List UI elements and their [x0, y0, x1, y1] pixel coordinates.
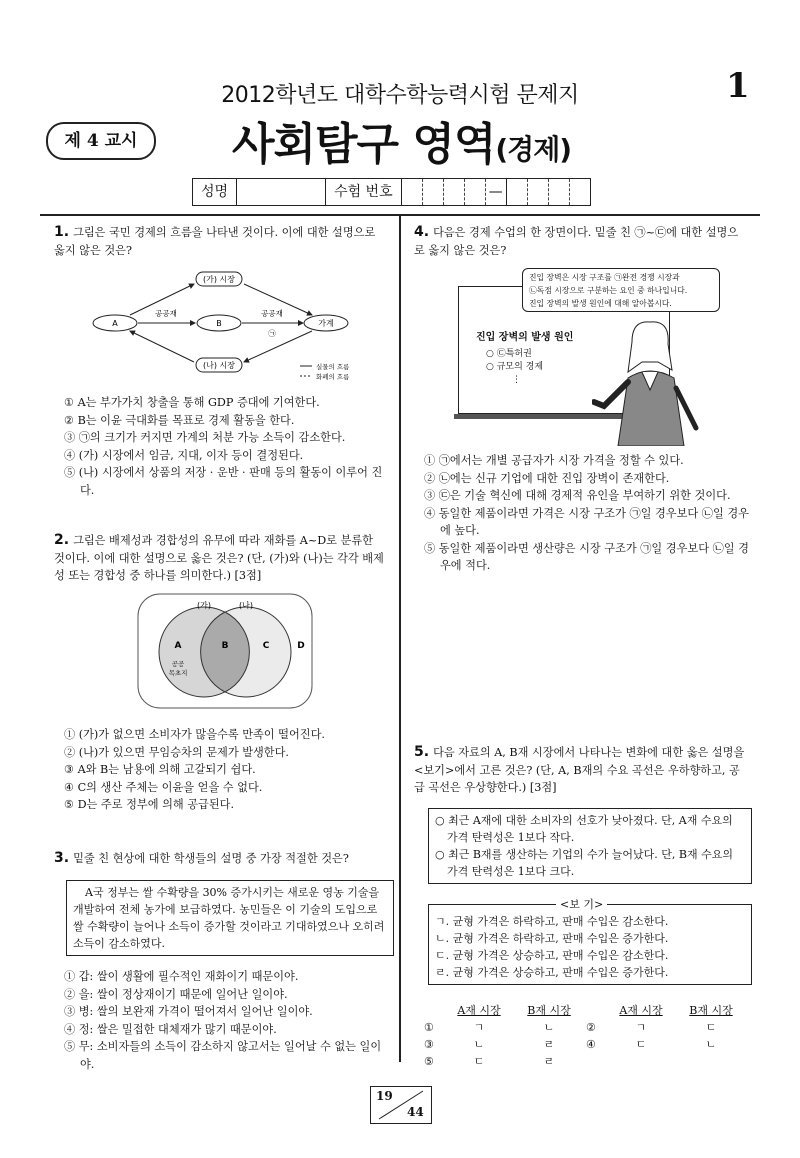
page-counter: [370, 1086, 432, 1124]
node-a-label: A: [112, 319, 118, 328]
circle-1-label: ㉠: [268, 329, 276, 338]
option[interactable]: ① A는 부가가치 창출을 통해 GDP 증대에 기여한다.: [64, 396, 320, 409]
exam-number-cell[interactable]: [528, 179, 549, 205]
venn-c: C: [262, 641, 270, 651]
public-good-label-2: 공공재: [261, 309, 283, 318]
option[interactable]: ④ 정: 쌀은 밀접한 대체재가 많기 때문이야.: [64, 1022, 277, 1036]
question-4-options: [424, 452, 754, 575]
venn-note-1: 공공: [171, 660, 185, 668]
question-3-passage: A국 정부는 쌀 수확량을 30% 증가시키는 새로운 영농 기술을 개발하여 전체 농가에 보급하였다. 농민들은 이 기술의 도입으로 쌀 수확량이 늘어나 소득이 증가할 것이라고 기대하였으나 오히려 소득이 감소하였다.: [66, 880, 394, 956]
exam-number-cell[interactable]: [465, 179, 486, 205]
legend-real: 실물의 흐름: [316, 363, 350, 371]
question-3-text: 밑줄 친 현상에 대한 학생들의 설명 중 가장 적절한 것은?: [73, 852, 349, 865]
exam-number-cell[interactable]: [507, 179, 528, 205]
page-number: 1: [726, 66, 750, 106]
exam-number-cell[interactable]: [570, 179, 590, 205]
venn-na-label: (나): [239, 601, 253, 610]
option[interactable]: ② 을: 쌀이 정상재이기 때문에 일어난 일이야.: [64, 987, 288, 1001]
id-box: [192, 178, 591, 206]
option[interactable]: ⑤ (나) 시장에서 상품의 저장 · 운반 · 판매 등의 활동이 이루어 진다.: [64, 466, 383, 497]
question-4: 4. 다음은 경제 수업의 한 장면이다. 밑줄 친 ㉠~㉢에 대한 설명으로 옳지 않은 것은?: [414, 224, 739, 257]
option[interactable]: ③ ㉢은 기술 혁신에 대해 경제적 유인을 부여하기 위한 것이다.: [424, 489, 731, 502]
option[interactable]: ③ ㉠의 크기가 커지면 가계의 처분 가능 소득이 감소한다.: [64, 431, 346, 444]
venn-ga-label: (가): [197, 601, 211, 610]
option[interactable]: ① ㉠에서는 개별 공급자가 시장 가격을 정할 수 있다.: [424, 454, 684, 467]
public-good-label-1: 공공재: [155, 309, 177, 318]
exam-number-cell[interactable]: [423, 179, 444, 205]
question-3-options: [64, 968, 388, 1073]
option[interactable]: ④ 동일한 제품이라면 가격은 시장 구조가 ㉠일 경우보다 ㉡일 경우에 높다.: [424, 506, 749, 537]
node-b-label: B: [216, 319, 222, 328]
subject-title: 사회탐구 영역(경제): [232, 119, 572, 170]
venn-b: B: [221, 641, 229, 651]
classroom-scene: [424, 264, 740, 446]
answer-row[interactable]: ① ㄱ ㄴ ② ㄱ ㄷ: [424, 1021, 717, 1034]
question-2-options: [64, 726, 388, 814]
board-items: ○ ㉢특허권 ○ 규모의 경제 ⋮: [486, 349, 544, 385]
option[interactable]: ⑤ 동일한 제품이라면 생산량은 시장 구조가 ㉠일 경우보다 ㉡일 경우에 적다.: [424, 541, 749, 572]
answer-table-header: A재 시장 B재 시장 A재 시장 B재 시장: [457, 1004, 733, 1017]
option[interactable]: ① 갑: 쌀이 생활에 필수적인 재화이기 때문이야.: [64, 970, 299, 983]
speech-bubble: 진입 장벽은 시장 구조를 ㉠완전 경쟁 시장과 ㉡독점 시장으로 구분하는 요인 중 하나입니다. 진입 장벽의 발생 원인에 대해 알아봅시다.: [522, 268, 720, 312]
question-5-text: 다음 자료의 A, B재 시장에서 나타나는 변화에 대한 옳은 설명을 <보기>에서 고른 것은? (단, A, B재의 수요 곡선은 우하향하고, 공급 곡선은 우상향한다.) [3점]: [414, 746, 745, 794]
page-total: 44: [407, 1105, 424, 1119]
venn-diagram: [134, 592, 316, 712]
question-5: 5. 다음 자료의 A, B재 시장에서 나타나는 변화에 대한 옳은 설명을 <보기>에서 고른 것은? (단, A, B재의 수요 곡선은 우하향하고, 공급 곡선은 우상향한다.) [3점]: [414, 744, 745, 794]
bogi-box: ㄱ. 균형 가격은 하락하고, 판매 수입은 감소한다. ㄴ. 균형 가격은 하락하고, 판매 수입은 증가한다. ㄷ. 균형 가격은 상승하고, 판매 수입은 감소한다. ㄹ. 균형 가격은 상승하고, 판매 수입은 증가한다.: [428, 904, 752, 985]
answer-row[interactable]: ③ ㄴ ㄹ ④ ㄷ ㄴ: [424, 1038, 717, 1051]
option[interactable]: ② (나)가 있으면 무임승차의 문제가 발생한다.: [64, 745, 289, 759]
exam-number-dash: —: [486, 179, 507, 205]
answer-row[interactable]: ⑤ ㄷ ㄹ: [424, 1055, 555, 1068]
page-current: 19: [376, 1089, 393, 1103]
question-3: 3. 밑줄 친 현상에 대한 학생들의 설명 중 가장 적절한 것은?: [54, 850, 349, 866]
option[interactable]: ③ A와 B는 남용에 의해 고갈되기 쉽다.: [64, 763, 256, 776]
question-5-passage: ○ 최근 A재에 대한 소비자의 선호가 낮아졌다. 단, A재 수요의 가격 탄력성은 1보다 작다. ○ 최근 B재를 생산하는 기업의 수가 늘어났다. 단, B재 수요의 가격 탄력성은 1보다 크다.: [428, 808, 752, 884]
subject-sub: (경제): [495, 133, 572, 166]
option[interactable]: ④ (가) 시장에서 임금, 지대, 이자 등이 결정된다.: [64, 448, 304, 462]
question-1-text: 그림은 국민 경제의 흐름을 나타낸 것이다. 이에 대한 설명으로 옳지 않은 것은?: [54, 226, 376, 257]
exam-number-cell[interactable]: [402, 179, 423, 205]
venn-a: A: [174, 641, 182, 651]
market-ga-label: (가) 시장: [203, 275, 235, 284]
question-1-options: [64, 394, 388, 499]
column-divider: [399, 216, 401, 1062]
legend-money: 화폐의 흐름: [316, 373, 350, 381]
venn-d: D: [297, 641, 305, 651]
option[interactable]: ② B는 이윤 극대화를 목표로 경제 활동을 한다.: [64, 413, 295, 427]
question-2-text: 그림은 배제성과 경합성의 유무에 따라 재화를 A~D로 분류한 것이다. 이에 대한 설명으로 옳은 것은? (단, (가)와 (나)는 각각 배제성 또는 경합성 중 하나를 의미한다.) [3점]: [54, 534, 384, 582]
bogi-label: <보 기>: [556, 896, 607, 912]
period-badge: 제 4 교시: [46, 122, 156, 160]
economic-flow-diagram: [90, 268, 380, 386]
name-label: 성명: [193, 179, 237, 205]
venn-note-2: 목초지: [168, 669, 188, 677]
board-title: 진입 장벽의 발생 원인: [476, 332, 574, 343]
option[interactable]: ② ㉡에는 신규 기업에 대한 진입 장벽이 존재한다.: [424, 471, 670, 485]
teacher-illustration: [592, 318, 712, 446]
exam-number-label: 수험 번호: [326, 179, 402, 205]
question-4-text: 다음은 경제 수업의 한 장면이다. 밑줄 친 ㉠~㉢에 대한 설명으로 옳지 않은 것은?: [414, 226, 739, 257]
option[interactable]: ④ C의 생산 주체는 이윤을 얻을 수 없다.: [64, 780, 263, 794]
exam-number-cell[interactable]: [549, 179, 570, 205]
answer-table: [424, 1002, 754, 1070]
option[interactable]: ⑤ D는 주로 정부에 의해 공급된다.: [64, 798, 235, 811]
node-household-label: 가계: [318, 319, 334, 328]
name-field[interactable]: [237, 179, 326, 205]
option[interactable]: ⑤ 무: 소비자들의 소득이 감소하지 않고서는 일어날 수 없는 일이야.: [64, 1040, 382, 1071]
question-2: 2. 그림은 배제성과 경합성의 유무에 따라 재화를 A~D로 분류한 것이다. 이에 대한 설명으로 옳은 것은? (단, (가)와 (나)는 각각 배제성 또는 경합성 중 하나를 의미한다.) [3점]: [54, 532, 384, 582]
exam-number-cell[interactable]: [444, 179, 465, 205]
question-1: 1. 그림은 국민 경제의 흐름을 나타낸 것이다. 이에 대한 설명으로 옳지 않은 것은?: [54, 224, 376, 257]
option[interactable]: ① (가)가 없으면 소비자가 많을수록 만족이 떨어진다.: [64, 728, 325, 741]
exam-title: 2012학년도 대학수학능력시험 문제지: [221, 83, 579, 108]
market-na-label: (나) 시장: [203, 361, 235, 370]
option[interactable]: ③ 병: 쌀의 보완재 가격이 떨어져서 일어난 일이야.: [64, 1005, 313, 1018]
